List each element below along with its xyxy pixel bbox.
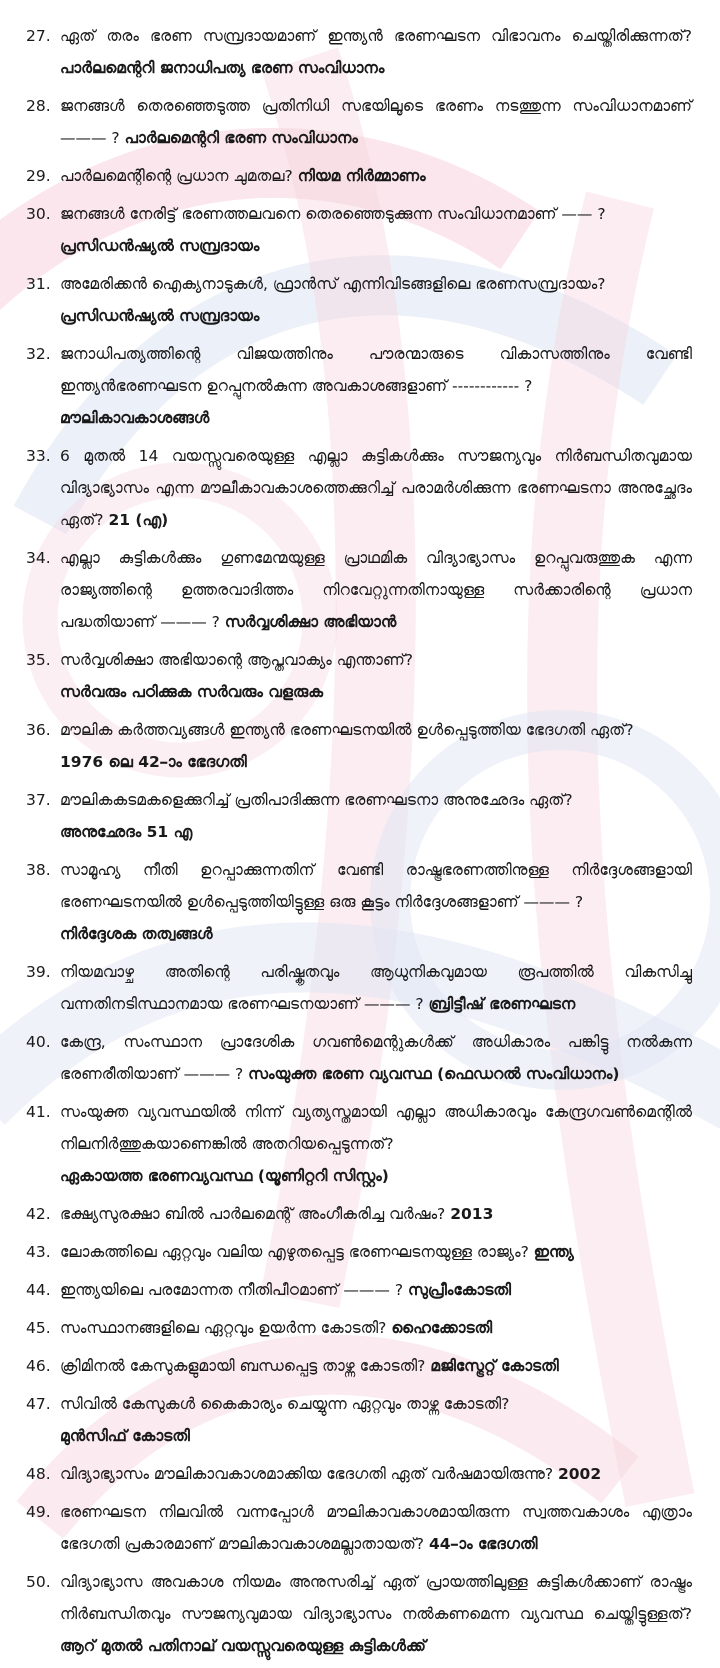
- question-item: [26, 1350, 692, 1382]
- question-item: [26, 956, 692, 1020]
- question-text: നിയമവാഴ്ച അതിന്റെ പരിഷ്കൃതവും ആധുനികവുമായ രൂപത്തിൽ വികസിച്ചു വന്നതിനടിസ്ഥാനമായ ഭരണഘടനയാണ് ——— ?: [60, 963, 692, 1013]
- question-item: [26, 1274, 692, 1306]
- question-body: [60, 1026, 692, 1090]
- question-body: [60, 1198, 692, 1230]
- question-text: ലോകത്തിലെ ഏറ്റവും വലിയ എഴുതപ്പെട്ട ഭരണഘടനയുള്ള രാജ്യം?: [60, 1243, 529, 1261]
- answer-text: 44–ാം ഭേദഗതി: [428, 1535, 538, 1553]
- question-body: [60, 1566, 692, 1662]
- question-number: 32.: [26, 345, 51, 363]
- question-text: സാമൂഹ്യ നീതി ഉറപ്പാക്കുന്നതിന് വേണ്ടി രാഷ്ട്രഭരണത്തിനുള്ള നിർദ്ദേശങ്ങളായി ഭരണഘടനയിൽ ഉൾപ്പെടുത്തിയിട്ടുള്ള ഒരു കൂട്ടം നിർദ്ദേശങ്ങളാണ് ——— ?: [60, 861, 692, 911]
- question-item: [26, 784, 692, 848]
- question-body: [60, 542, 692, 638]
- question-number: 27.: [26, 27, 51, 45]
- question-number: 39.: [26, 963, 51, 981]
- question-item: [26, 644, 692, 708]
- question-number: 28.: [26, 97, 51, 115]
- question-text: ജനാധിപത്യത്തിന്റെ വിജയത്തിനും പൗരന്മാരുടെ വികാസത്തിനും വേണ്ടി ഇന്ത്യൻഭരണഘടന ഉറപ്പുനൽകുന്ന അവകാശങ്ങളാണ് ------------ ?: [60, 345, 692, 395]
- question-item: [26, 338, 692, 434]
- answer-text: പാർലമെന്ററി ജനാധിപത്യ ഭരണ സംവിധാനം: [60, 59, 385, 77]
- question-number: 36.: [26, 721, 51, 739]
- question-number: 46.: [26, 1357, 51, 1375]
- question-text: ഭരണഘടന നിലവിൽ വന്നപ്പോൾ മൗലികാവകാശമായിരുന്ന സ്വത്തവകാശം എത്രാം ഭേദഗതി പ്രകാരമാണ് മൗലികാവകാശമല്ലാതായത്?: [60, 1503, 692, 1553]
- question-body: [60, 784, 692, 848]
- question-text: അമേരിക്കൻ ഐക്യനാടുകൾ, ഫ്രാൻസ് എന്നിവിടങ്ങളിലെ ഭരണസമ്പ്രദായം?: [60, 275, 606, 293]
- question-number: 48.: [26, 1465, 51, 1483]
- question-body: [60, 90, 692, 154]
- question-number: 38.: [26, 861, 51, 879]
- question-body: [60, 440, 692, 536]
- question-text: കേന്ദ്ര, സംസ്ഥാന പ്രാദേശിക ഗവൺമെന്റുകൾക്ക് അധികാരം പങ്കിട്ടു നൽകുന്ന ഭരണരീതിയാണ് ——— ?: [60, 1033, 692, 1083]
- question-body: [60, 1458, 692, 1490]
- question-item: [26, 90, 692, 154]
- answer-text: പാർലമെന്ററി ഭരണ സംവിധാനം: [124, 129, 358, 147]
- question-body: [60, 1350, 692, 1382]
- question-body: [60, 644, 692, 708]
- answer-text: മുൻസിഫ് കോടതി: [60, 1427, 190, 1445]
- question-body: [60, 160, 692, 192]
- answer-text: 2002: [557, 1465, 602, 1483]
- question-text: സിവിൽ കേസുകൾ കൈകാര്യം ചെയ്യുന്ന ഏറ്റവും താഴ്ന്ന കോടതി?: [60, 1395, 510, 1413]
- question-number: 37.: [26, 791, 51, 809]
- question-text: സംസ്ഥാനങ്ങളിലെ ഏറ്റവും ഉയർന്ന കോടതി?: [60, 1319, 387, 1337]
- answer-text: സർവ്വശിക്ഷാ അഭിയാൻ: [224, 613, 397, 631]
- question-text: വിദ്യാഭ്യാസ അവകാശ നിയമം അനുസരിച്ച് ഏത് പ്രായത്തിലുള്ള കുട്ടികൾക്കാണ് രാഷ്ട്രം നിർബന്ധിതവും സൗജന്യവുമായ വിദ്യാഭ്യാസം നൽകണമെന്ന വ്യവസ്ഥ ചെയ്തിട്ടുള്ളത്?: [60, 1573, 692, 1623]
- answer-text: നിർദ്ദേശക തത്വങ്ങൾ: [60, 925, 213, 943]
- question-number: 29.: [26, 167, 51, 185]
- question-item: [26, 542, 692, 638]
- question-number: 49.: [26, 1503, 51, 1521]
- answer-text: ഹൈക്കോടതി: [391, 1319, 493, 1337]
- question-item: [26, 1496, 692, 1560]
- question-list: [26, 20, 692, 1668]
- question-body: [60, 338, 692, 434]
- question-item: [26, 1026, 692, 1090]
- question-number: 35.: [26, 651, 51, 669]
- question-number: 40.: [26, 1033, 51, 1051]
- question-number: 42.: [26, 1205, 51, 1223]
- question-number: 34.: [26, 549, 51, 567]
- question-text: ഇന്ത്യയിലെ പരമോന്നത നീതിപീഠമാണ് ——— ?: [60, 1281, 404, 1299]
- question-item: [26, 854, 692, 950]
- question-body: [60, 1274, 692, 1306]
- answer-text: ഇന്ത്യ: [533, 1243, 574, 1261]
- question-item: [26, 440, 692, 536]
- question-item: [26, 1236, 692, 1268]
- answer-text: മൗലികാവകാശങ്ങൾ: [60, 409, 210, 427]
- question-text: വിദ്യാഭ്യാസം മൗലികാവകാശമാക്കിയ ഭേദഗതി ഏത് വർഷമായിരുന്നു?: [60, 1465, 554, 1483]
- question-number: 33.: [26, 447, 51, 465]
- question-body: [60, 198, 692, 262]
- question-number: 30.: [26, 205, 51, 223]
- question-body: [60, 1096, 692, 1192]
- answer-text: മജിസ്ട്രേറ്റ് കോടതി: [430, 1357, 559, 1375]
- question-text: എല്ലാ കുട്ടികൾക്കും ഗുണമേന്മയുള്ള പ്രാഥമിക വിദ്യാഭ്യാസം ഉറപ്പുവരുത്തുക എന്ന രാജ്യത്തിന്റെ ഉത്തരവാദിത്തം നിറവേറ്റുന്നതിനായുള്ള സർക്കാരിന്റെ പ്രധാന പദ്ധതിയാണ് ——— ?: [60, 549, 692, 631]
- question-item: [26, 198, 692, 262]
- question-text: ജനങ്ങൾ തെരഞ്ഞെടുത്ത പ്രതിനിധി സഭയിലൂടെ ഭരണം നടത്തുന്ന സംവിധാനമാണ് ——— ?: [60, 97, 692, 147]
- question-item: [26, 1566, 692, 1662]
- answer-text: സുപ്രീംകോടതി: [408, 1281, 511, 1299]
- question-item: [26, 714, 692, 778]
- answer-text: സംയുക്ത ഭരണ വ്യവസ്ഥ (ഫെഡറൽ സംവിധാനം): [248, 1065, 620, 1083]
- question-body: [60, 956, 692, 1020]
- question-body: [60, 1388, 692, 1452]
- question-number: 31.: [26, 275, 51, 293]
- answer-text: നിയമ നിർമ്മാണം: [297, 167, 426, 185]
- question-text: 6 മുതൽ 14 വയസ്സുവരെയുള്ള എല്ലാ കുട്ടികൾക്കും സൗജന്യവും നിർബന്ധിതവുമായ വിദ്യാഭ്യാസം എന്ന മൗലീകാവകാശത്തെക്കുറിച്ച് പരാമർശിക്കുന്ന ഭരണഘടനാ അനുച്ഛേദം ഏത്?: [60, 447, 692, 529]
- answer-text: അനുഛേദം 51 എ: [60, 823, 193, 841]
- question-number: 41.: [26, 1103, 51, 1121]
- question-body: [60, 1312, 692, 1344]
- question-number: 44.: [26, 1281, 51, 1299]
- answer-text: സർവരും പഠിക്കുക സർവരും വളരുക: [60, 683, 323, 701]
- question-text: ഏത് തരം ഭരണ സമ്പ്രദായമാണ് ഇന്ത്യൻ ഭരണഘടന വിഭാവനം ചെയ്തിരിക്കുന്നത്?: [60, 27, 692, 45]
- answer-text: ബ്രിട്ടീഷ് ഭരണഘടന: [428, 995, 576, 1013]
- answer-text: 1976 ലെ 42–ാം ഭേദഗതി: [60, 753, 247, 771]
- answer-text: പ്രസിഡൻഷ്യൽ സമ്പ്രദായം: [60, 237, 260, 255]
- question-text: ജനങ്ങൾ നേരിട്ട് ഭരണത്തലവനെ തെരഞ്ഞെടുക്കുന്ന സംവിധാനമാണ് —— ?: [60, 205, 606, 223]
- question-body: [60, 854, 692, 950]
- question-body: [60, 1236, 692, 1268]
- question-number: 43.: [26, 1243, 51, 1261]
- question-number: 50.: [26, 1573, 51, 1591]
- question-item: [26, 1198, 692, 1230]
- question-item: [26, 268, 692, 332]
- question-body: [60, 714, 692, 778]
- question-item: [26, 20, 692, 84]
- question-text: ഭക്ഷ്യസുരക്ഷാ ബിൽ പാർലമെന്റ് അംഗീകരിച്ച വർഷം?: [60, 1205, 446, 1223]
- answer-text: 21 (എ): [108, 511, 169, 529]
- question-text: സംയുക്ത വ്യവസ്ഥയിൽ നിന്ന് വ്യത്യസ്തമായി എല്ലാ അധികാരവും കേന്ദ്രഗവൺമെന്റിൽ നിലനിർത്തുകയാണെങ്കിൽ അതറിയപ്പെടുന്നത്?: [60, 1103, 692, 1153]
- question-body: [60, 20, 692, 84]
- answer-text: ഏകായത്ത ഭരണവ്യവസ്ഥ (യൂണിറ്ററി സിസ്റ്റം): [60, 1167, 389, 1185]
- question-item: [26, 160, 692, 192]
- question-item: [26, 1312, 692, 1344]
- question-text: മൗലിക കർത്തവ്യങ്ങൾ ഇന്ത്യൻ ഭരണഘടനയിൽ ഉൾപ്പെടുത്തിയ ഭേദഗതി ഏത്?: [60, 721, 634, 739]
- question-item: [26, 1388, 692, 1452]
- question-body: [60, 1496, 692, 1560]
- question-text: മൗലികകടമകളെക്കുറിച്ച് പ്രതിപാദിക്കുന്ന ഭരണഘടനാ അനുഛേദം ഏത്?: [60, 791, 573, 809]
- answer-text: ആറ് മുതൽ പതിനാല് വയസ്സുവരെയുള്ള കുട്ടികൾക്ക്: [60, 1637, 426, 1655]
- question-text: പാർലമെന്റിന്റെ പ്രധാന ചുമതല?: [60, 167, 293, 185]
- question-number: 47.: [26, 1395, 51, 1413]
- answer-text: പ്രസിഡൻഷ്യൽ സമ്പ്രദായം: [60, 307, 260, 325]
- question-body: [60, 268, 692, 332]
- question-text: ക്രിമിനൽ കേസുകളുമായി ബന്ധപ്പെട്ട താഴ്ന്ന കോടതി?: [60, 1357, 426, 1375]
- question-item: [26, 1458, 692, 1490]
- answer-text: 2013: [450, 1205, 494, 1223]
- question-number: 45.: [26, 1319, 51, 1337]
- question-text: സർവ്വശിക്ഷാ അഭിയാന്റെ ആപ്തവാക്യം എന്താണ്?: [60, 651, 414, 669]
- question-item: [26, 1096, 692, 1192]
